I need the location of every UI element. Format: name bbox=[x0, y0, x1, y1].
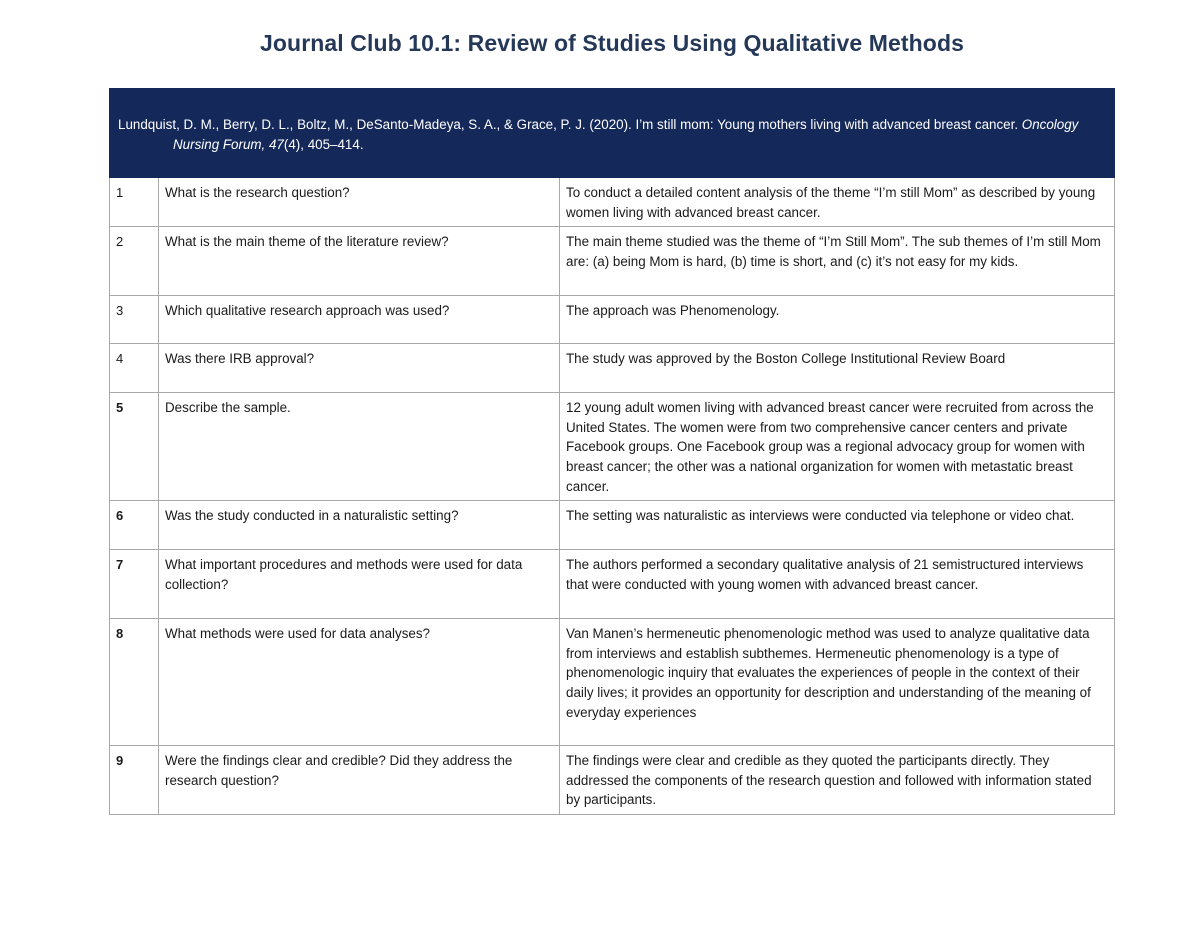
row-number: 2 bbox=[110, 227, 159, 296]
row-number: 8 bbox=[110, 619, 159, 746]
row-question: Which qualitative research approach was used? bbox=[159, 296, 560, 344]
row-question: Was the study conducted in a naturalistic setting? bbox=[159, 501, 560, 550]
row-question: What methods were used for data analyses? bbox=[159, 619, 560, 746]
row-question: What is the research question? bbox=[159, 178, 560, 227]
table-row bbox=[110, 619, 1115, 746]
row-number: 9 bbox=[110, 746, 159, 815]
row-answer: The authors performed a secondary qualitative analysis of 21 semistructured interviews that were conducted with young women with advanced breast cancer. bbox=[560, 550, 1115, 619]
row-answer: The setting was naturalistic as interviews were conducted via telephone or video chat. bbox=[560, 501, 1115, 550]
table-row bbox=[110, 178, 1115, 227]
row-number: 1 bbox=[110, 178, 159, 227]
citation-cell bbox=[110, 89, 1115, 178]
table-row bbox=[110, 344, 1115, 393]
table-row bbox=[110, 227, 1115, 296]
citation-text bbox=[118, 111, 1106, 154]
citation-journal: Oncology Nursing Forum, 47 bbox=[173, 117, 1079, 152]
row-question: What important procedures and methods were used for data collection? bbox=[159, 550, 560, 619]
row-question: Describe the sample. bbox=[159, 393, 560, 501]
table-row bbox=[110, 501, 1115, 550]
citation-row bbox=[110, 89, 1115, 178]
table-row bbox=[110, 746, 1115, 815]
row-answer: To conduct a detailed content analysis of the theme “I’m still Mom” as described by young women living with advanced breast cancer. bbox=[560, 178, 1115, 227]
row-answer: The approach was Phenomenology. bbox=[560, 296, 1115, 344]
review-table bbox=[109, 88, 1115, 815]
row-number: 4 bbox=[110, 344, 159, 393]
row-question: Was there IRB approval? bbox=[159, 344, 560, 393]
row-answer: 12 young adult women living with advanced breast cancer were recruited from across the United States. The women were from two comprehensive cancer centers and private Facebook groups. One Facebook group was a regional advocacy group for women with breast cancer; the other was a national organization for women with metastatic breast cancer. bbox=[560, 393, 1115, 501]
row-answer: The study was approved by the Boston College Institutional Review Board bbox=[560, 344, 1115, 393]
row-number: 7 bbox=[110, 550, 159, 619]
row-answer: The main theme studied was the theme of “I’m Still Mom”. The sub themes of I’m still Mom are: (a) being Mom is hard, (b) time is short, and (c) it’s not easy for my kids. bbox=[560, 227, 1115, 296]
citation-authors-title: Lundquist, D. M., Berry, D. L., Boltz, M., DeSanto-Madeya, S. A., & Grace, P. J. (2020). I’m still mom: Young mothers living with advanced breast cancer. bbox=[118, 117, 1022, 133]
row-number: 6 bbox=[110, 501, 159, 550]
row-question: Were the findings clear and credible? Did they address the research question? bbox=[159, 746, 560, 815]
page-title: Journal Club 10.1: Review of Studies Using Qualitative Methods bbox=[260, 30, 964, 56]
citation-pages: (4), 405–414. bbox=[283, 137, 364, 152]
row-question: What is the main theme of the literature review? bbox=[159, 227, 560, 296]
row-number: 5 bbox=[110, 393, 159, 501]
table-row bbox=[110, 393, 1115, 501]
table-row bbox=[110, 296, 1115, 344]
row-answer: Van Manen’s hermeneutic phenomenologic method was used to analyze qualitative data from interviews and establish subthemes. Hermeneutic phenomenology is a type of phenomenologic inquiry that evaluates the experiences of people in the context of their daily lives; it provides an opportunity for description and understanding of the meaning of everyday experiences bbox=[560, 619, 1115, 746]
row-answer: The findings were clear and credible as they quoted the participants directly. They addressed the components of the research question and followed with information stated by participants. bbox=[560, 746, 1115, 815]
row-number: 3 bbox=[110, 296, 159, 344]
table-row bbox=[110, 550, 1115, 619]
